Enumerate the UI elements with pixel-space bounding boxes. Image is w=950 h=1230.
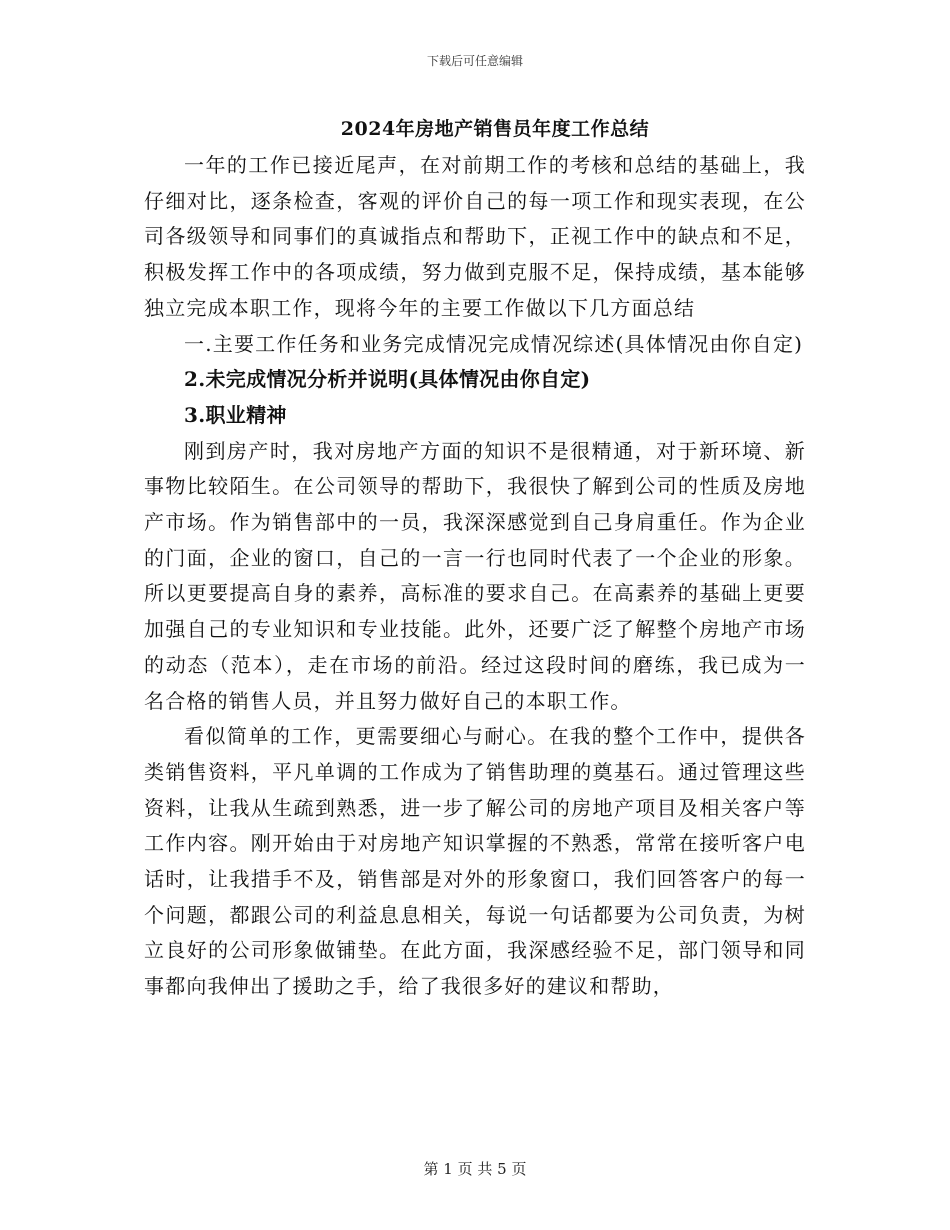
document-title: 2024年房地产销售员年度工作总结 — [340, 118, 650, 140]
section-heading-3: 3.职业精神 — [184, 402, 287, 427]
section-heading-2: 2.未完成情况分析并说明(具体情况由你自定) — [184, 367, 591, 392]
section-heading-1: 一.主要工作任务和业务完成情况完成情况综述(具体情况由你自定) — [184, 331, 804, 356]
page-number: 第 1 页 共 5 页 — [423, 1160, 527, 1178]
paragraph-professionalism: 刚到房产时，我对房地产方面的知识不是很精通，对于新环境、新事物比较陌生。在公司领导的帮助下，我很快了解到公司的性质及房地产市场。作为销售部中的一员，我深深感觉到自己身肩重任。作为企业的门面，企业的窗口，自己的一言一行也同时代表了一个企业的形象。所以更要提高自身的素养，高标准的要求自己。在高素养的基础上更要加强自己的专业知识和专业技能。此外，还要广泛了解整个房地产市场的动态（范本），走在市场的前沿。经过这段时间的磨练，我已成为一名合格的销售人员，并且努力做好自己的本职工作。 — [144, 438, 806, 713]
header-note: 下载后可任意编辑 — [426, 54, 523, 68]
paragraph-intro: 一年的工作已接近尾声，在对前期工作的考核和总结的基础上，我仔细对比，逐条检查，客观的评价自己的每一项工作和现实表现，在公司各级领导和同事们的真诚指点和帮助下，正视工作中的缺点和不足，积极发挥工作中的各项成绩，努力做到克服不足，保持成绩，基本能够独立完成本职工作，现将今年的主要工作做以下几方面总结 — [144, 153, 806, 320]
document-body — [144, 148, 806, 1005]
paragraph-daily-work: 看似简单的工作，更需要细心与耐心。在我的整个工作中，提供各类销售资料，平凡单调的工作成为了销售助理的奠基石。通过管理这些资料，让我从生疏到熟悉，进一步了解公司的房地产项目及相关客户等工作内容。刚开始由于对房地产知识掌握的不熟悉，常常在接听客户电话时，让我措手不及，销售部是对外的形象窗口，我们回答客户的每一个问题，都跟公司的利益息息相关，每说一句话都要为公司负责，为树立良好的公司形象做铺垫。在此方面，我深感经验不足，部门领导和同事都向我伸出了援助之手，给了我很多好的建议和帮助， — [144, 724, 806, 999]
